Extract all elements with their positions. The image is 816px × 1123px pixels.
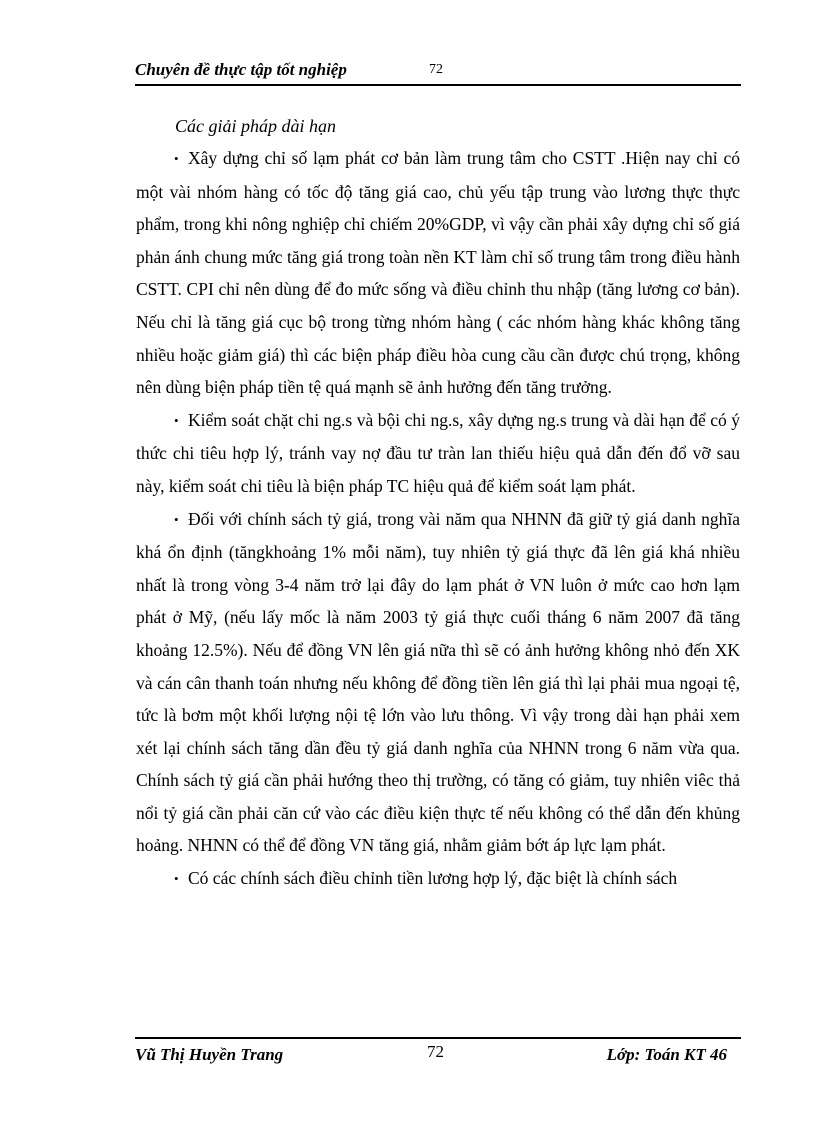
page-body	[136, 110, 740, 896]
document-title: Chuyên đề thực tập tốt nghiệp	[135, 60, 347, 79]
paragraph-text: Đối với chính sách tỷ giá, trong vài năm qua NHNN đã giữ tỷ giá danh nghĩa khá ổn định (tăngkhoảng 1% mỗi năm), tuy nhiên tỷ giá thực đã lên giá khá nhiều nhất là trong vòng 3-4 năm trở lại đây do lạm phát ở VN luôn ở mức cao hơn lạm phát ở Mỹ, (nếu lấy mốc là năm 2003 tỷ giá thực cuối tháng 6 năm 2007 đã tăng khoảng 12.5%). Nếu để đồng VN lên giá nữa thì sẽ có ảnh hưởng không nhỏ đến XK và cán cân thanh toán nhưng nếu không để đồng tiền lên giá thì lại phải mua ngoại tệ, tức là bơm một khối lượng nội tệ lớn vào lưu thông. Vì vậy trong dài hạn phải xem xét lại chính sách tăng dần đều tỷ giá danh nghĩa của NHNN trong 6 năm vừa qua. Chính sách tỷ giá cần phải hướng theo thị trường, có tăng có giảm, tuy nhiên viêc thả nổi tỷ giá cần phải căn cứ vào các điều kiện thực tế nếu không có thể dẫn đến khủng hoảng. NHNN có thể để đồng VN tăng giá, nhằm giảm bớt áp lực lạm phát.	[136, 508, 740, 856]
paragraph-text: Có các chính sách điều chỉnh tiền lương hợp lý, đặc biệt là chính sách	[188, 868, 678, 889]
bullet-icon: •	[174, 511, 179, 527]
paragraph-text: Xây dựng chỉ số lạm phát cơ bản làm trung tâm cho CSTT .Hiện nay chỉ có một vài nhóm hàng có tốc độ tăng giá cao, chủ yếu tập trung vào lương thực thực phẩm, trong khi nông nghiệp chỉ chiếm 20%GDP, vì vậy cần phải xây dựng chỉ số giá phản ánh chung mức tăng giá trong toàn nền KT làm chỉ số trung tâm trong điều hành CSTT. CPI chỉ nên dùng để đo mức sống và điều chỉnh thu nhập (tăng lương cơ bản). Nếu chỉ là tăng giá cục bộ trong từng nhóm hàng ( các nhóm hàng khác không tăng nhiều hoặc giảm giá) thì các biện pháp điều hòa cung cầu cần được chú trọng, không nên dùng biện pháp tiền tệ quá mạnh sẽ ảnh hưởng đến tăng trưởng.	[136, 148, 740, 398]
footer-page-number: 72	[427, 1042, 444, 1061]
page-footer	[135, 1037, 741, 1069]
bullet-paragraph	[136, 142, 740, 404]
paragraph-text: Kiểm soát chặt chi ng.s và bội chi ng.s, xây dựng ng.s trung và dài hạn để có ý thức chi tiêu hợp lý, tránh vay nợ đầu tư tràn lan thiếu hiệu quả dẫn đến đổ vỡ sau này, kiểm soát chi tiêu là biện pháp TC hiệu quả để kiểm soát lạm phát.	[136, 409, 740, 496]
bullet-icon: •	[174, 871, 179, 887]
bullet-icon: •	[174, 412, 179, 428]
bullet-paragraph	[136, 503, 740, 863]
bullet-paragraph	[136, 862, 740, 896]
header-page-number: 72	[429, 62, 443, 77]
bullet-icon: •	[174, 151, 179, 166]
author-name: Vũ Thị Huyền Trang	[135, 1045, 284, 1064]
page-header	[135, 58, 741, 86]
class-label: Lớp: Toán KT 46	[606, 1045, 727, 1064]
bullet-paragraph	[136, 404, 740, 503]
section-subheading: Các giải pháp dài hạn	[175, 116, 336, 136]
